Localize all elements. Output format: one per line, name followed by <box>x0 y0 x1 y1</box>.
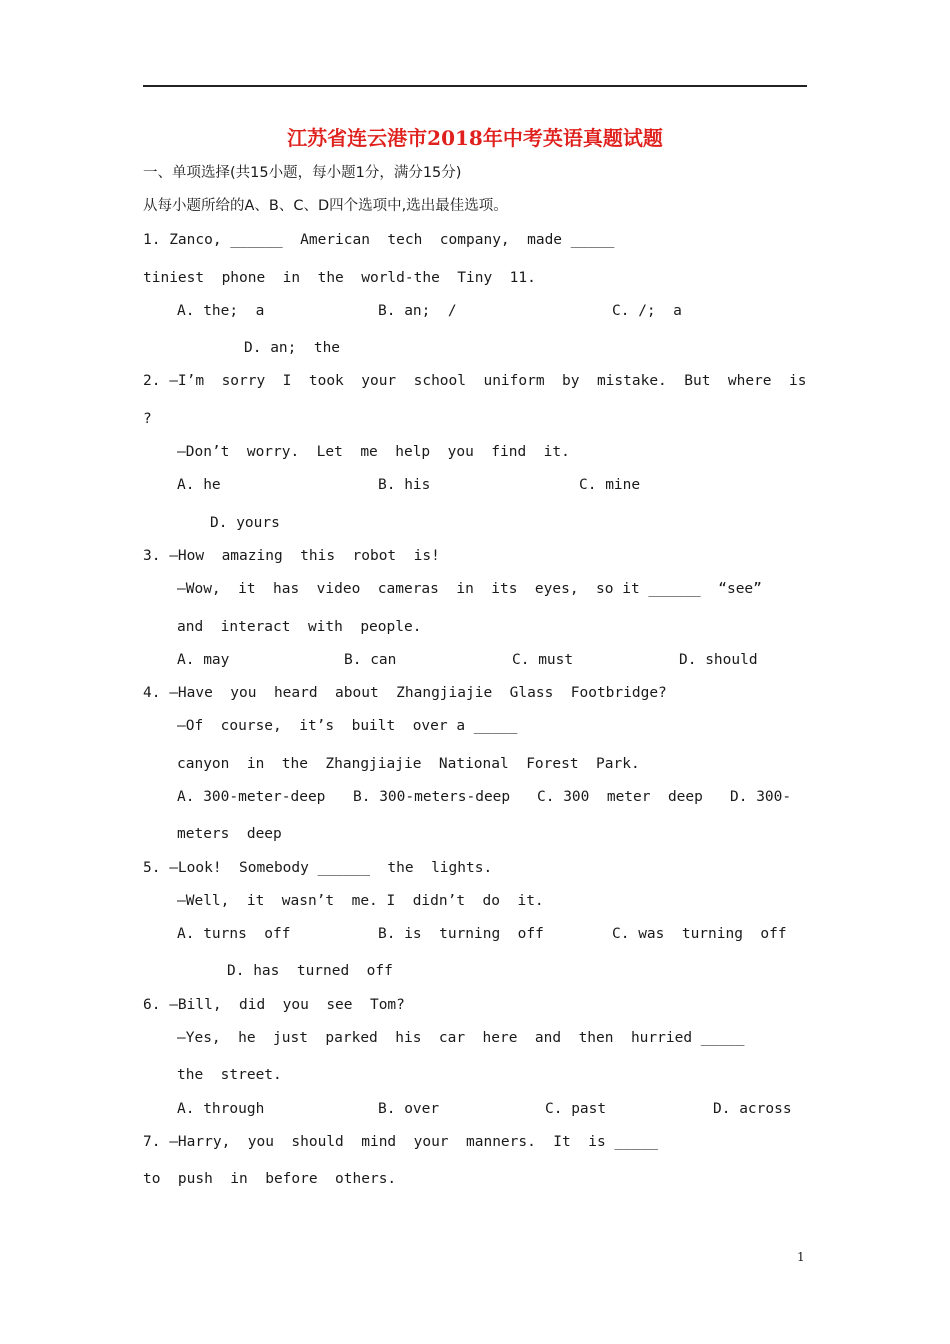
q6-option-a: A. through <box>177 1101 265 1117</box>
q5-option-d: D. has turned off <box>227 963 393 979</box>
q4-reply-line2: canyon in the Zhangjiajie National Forest Park. <box>177 756 640 772</box>
q2-stem-line1: 2. —I’m sorry I took your school uniform by mistake. But where is <box>143 373 807 389</box>
q3-option-c: C. must <box>512 652 574 668</box>
q6-reply: —Yes, he just parked his car here and then hurried _____ <box>177 1030 745 1046</box>
q1-option-c: C. /; a <box>612 303 682 319</box>
section-heading: 一、单项选择(共15小题，每小题1分，满分15分) <box>143 165 462 181</box>
q5-option-a: A. turns off <box>177 926 291 942</box>
q6-reply-line2: the street. <box>177 1067 282 1083</box>
instruction: 从每小题所给的A、B、C、D四个选项中,选出最佳选项。 <box>143 198 508 214</box>
q4-reply: —Of course, it’s built over a _____ <box>177 718 518 734</box>
q3-option-b: B. can <box>344 652 397 668</box>
q5-option-b: B. is turning off <box>378 926 544 942</box>
q4-option-b: B. 300-meters-deep <box>353 789 511 805</box>
q6-option-d: D. across <box>713 1101 792 1117</box>
q3-option-a: A. may <box>177 652 230 668</box>
q3-reply-line2: and interact with people. <box>177 619 422 635</box>
q1-stem-line2: tiniest phone in the world-the Tiny 11. <box>143 270 536 286</box>
q1-stem-line1: 1. Zanco, ______ American tech company, made _____ <box>143 232 615 248</box>
q5-stem-line1: 5. —Look! Somebody ______ the lights. <box>143 860 493 876</box>
q5-reply: —Well, it wasn’t me. I didn’t do it. <box>177 893 544 909</box>
q4-option-d-continued: meters deep <box>177 826 282 842</box>
q6-stem-line1: 6. —Bill, did you see Tom? <box>143 997 405 1013</box>
document-title: 江苏省连云港市2018年中考英语真题试题 <box>287 126 663 150</box>
q2-option-b: B. his <box>378 477 431 493</box>
q2-option-a: A. he <box>177 477 221 493</box>
q7-stem-line2: to push in before others. <box>143 1171 397 1187</box>
q2-reply: —Don’t worry. Let me help you find it. <box>177 444 570 460</box>
q4-stem-line1: 4. —Have you heard about Zhangjiajie Glass Footbridge? <box>143 685 667 701</box>
q6-option-b: B. over <box>378 1101 440 1117</box>
q3-reply: —Wow, it has video cameras in its eyes, so it ______ “see” <box>177 581 762 597</box>
q3-option-d: D. should <box>679 652 758 668</box>
q2-option-c: C. mine <box>579 477 641 493</box>
header-rule <box>143 85 807 87</box>
q7-stem-line1: 7. —Harry, you should mind your manners. It is _____ <box>143 1134 659 1150</box>
q6-option-c: C. past <box>545 1101 607 1117</box>
q3-stem-line1: 3. —How amazing this robot is! <box>143 548 440 564</box>
page-number: 1 <box>797 1250 805 1264</box>
q4-option-d: D. 300- <box>730 789 792 805</box>
q5-option-c: C. was turning off <box>612 926 787 942</box>
q1-option-a: A. the; a <box>177 303 265 319</box>
q1-option-b: B. an; / <box>378 303 457 319</box>
q1-option-d: D. an; the <box>244 340 341 356</box>
q4-option-c: C. 300 meter deep <box>537 789 703 805</box>
q4-option-a: A. 300-meter-deep <box>177 789 326 805</box>
q2-option-d: D. yours <box>210 515 280 531</box>
q2-stem-line2: ? <box>143 411 152 427</box>
